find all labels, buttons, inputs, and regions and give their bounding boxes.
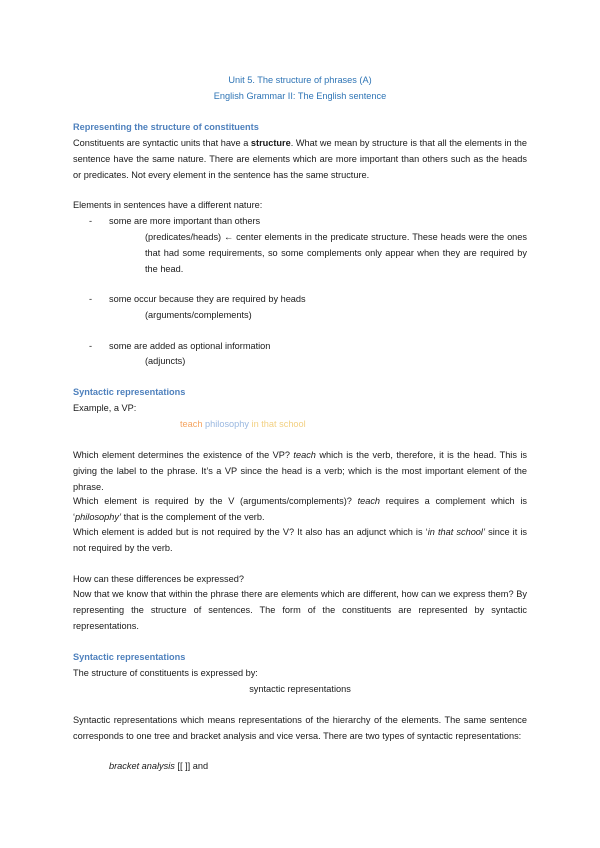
bullet-adjuncts: some are added as optional information bbox=[109, 341, 271, 351]
paragraph-head: Which element determines the existence of the VP? teach which is the verb, therefore, it is the head. This is giving the label to the phrase. It’s a VP since the head is a verb; which is the most important element of the phrase. bbox=[73, 450, 528, 492]
structure-term: structure bbox=[250, 138, 291, 148]
section-heading-representing: Representing the structure of constituents bbox=[73, 122, 259, 132]
centered-term: syntactic representations bbox=[249, 684, 351, 694]
structure-lead: The structure of constituents is expressed by: bbox=[73, 668, 258, 678]
section-heading-syntactic-1: Syntactic representations bbox=[73, 387, 186, 397]
example-vp bbox=[180, 416, 306, 432]
section-heading-syntactic-2: Syntactic representations bbox=[73, 652, 186, 662]
nature-lead: Elements in sentences have a different nature: bbox=[73, 200, 263, 210]
paragraph-adjunct: Which element is added but is not required by the V? It also has an adjunct which is ‘in that school’ since it is not required by the verb. bbox=[73, 527, 527, 553]
bullet-dash: - bbox=[89, 341, 93, 351]
paragraph-express: Now that we know that within the phrase there are elements which are different, how can we express them? By representing the structure of sentences. The form of the constituents are represented by syntactic representations. bbox=[73, 589, 527, 631]
example-lead: Example, a VP: bbox=[73, 403, 137, 413]
example-adjunct: in that school bbox=[251, 419, 306, 429]
bullet-arguments-detail: (arguments/complements) bbox=[145, 310, 252, 320]
intro-paragraph: Constituents are syntactic units that have a structure. What we mean by structure is that all the elements in the sentence have the same nature. There are elements which are more important than others such as the heads or predicates. Not every element in the sentence has the same structure. bbox=[73, 138, 527, 180]
example-verb: teach bbox=[180, 419, 203, 429]
bullet-dash: - bbox=[89, 216, 93, 226]
bracket-analysis-line: bracket analysis [[ ]] and bbox=[109, 761, 209, 771]
bullet-arguments: some occur because they are required by heads bbox=[109, 294, 306, 304]
paragraph-types: Syntactic representations which means representations of the hierarchy of the elements. The same sentence corresponds to one tree and bracket analysis and vice versa. There are two types of syntactic representations: bbox=[73, 715, 527, 741]
bullet-heads-detail: (predicates/heads) ← center elements in the predicate structure. These heads were the ones that had some requirements, so some complements only appear when they are required by the head. bbox=[145, 232, 527, 274]
bullet-dash: - bbox=[89, 294, 93, 304]
question-line: How can these differences be expressed? bbox=[73, 574, 244, 584]
example-complement: philosophy bbox=[205, 419, 249, 429]
bullet-heads: some are more important than others bbox=[109, 216, 261, 226]
unit-title: Unit 5. The structure of phrases (A) bbox=[228, 75, 372, 85]
bullet-adjuncts-detail: (adjuncts) bbox=[145, 356, 186, 366]
paragraph-complement: Which element is required by the V (arguments/complements)? teach requires a complement which is ‘philosophy’ that is the complement of the verb. bbox=[73, 496, 527, 522]
course-subtitle: English Grammar II: The English sentence bbox=[213, 91, 387, 101]
